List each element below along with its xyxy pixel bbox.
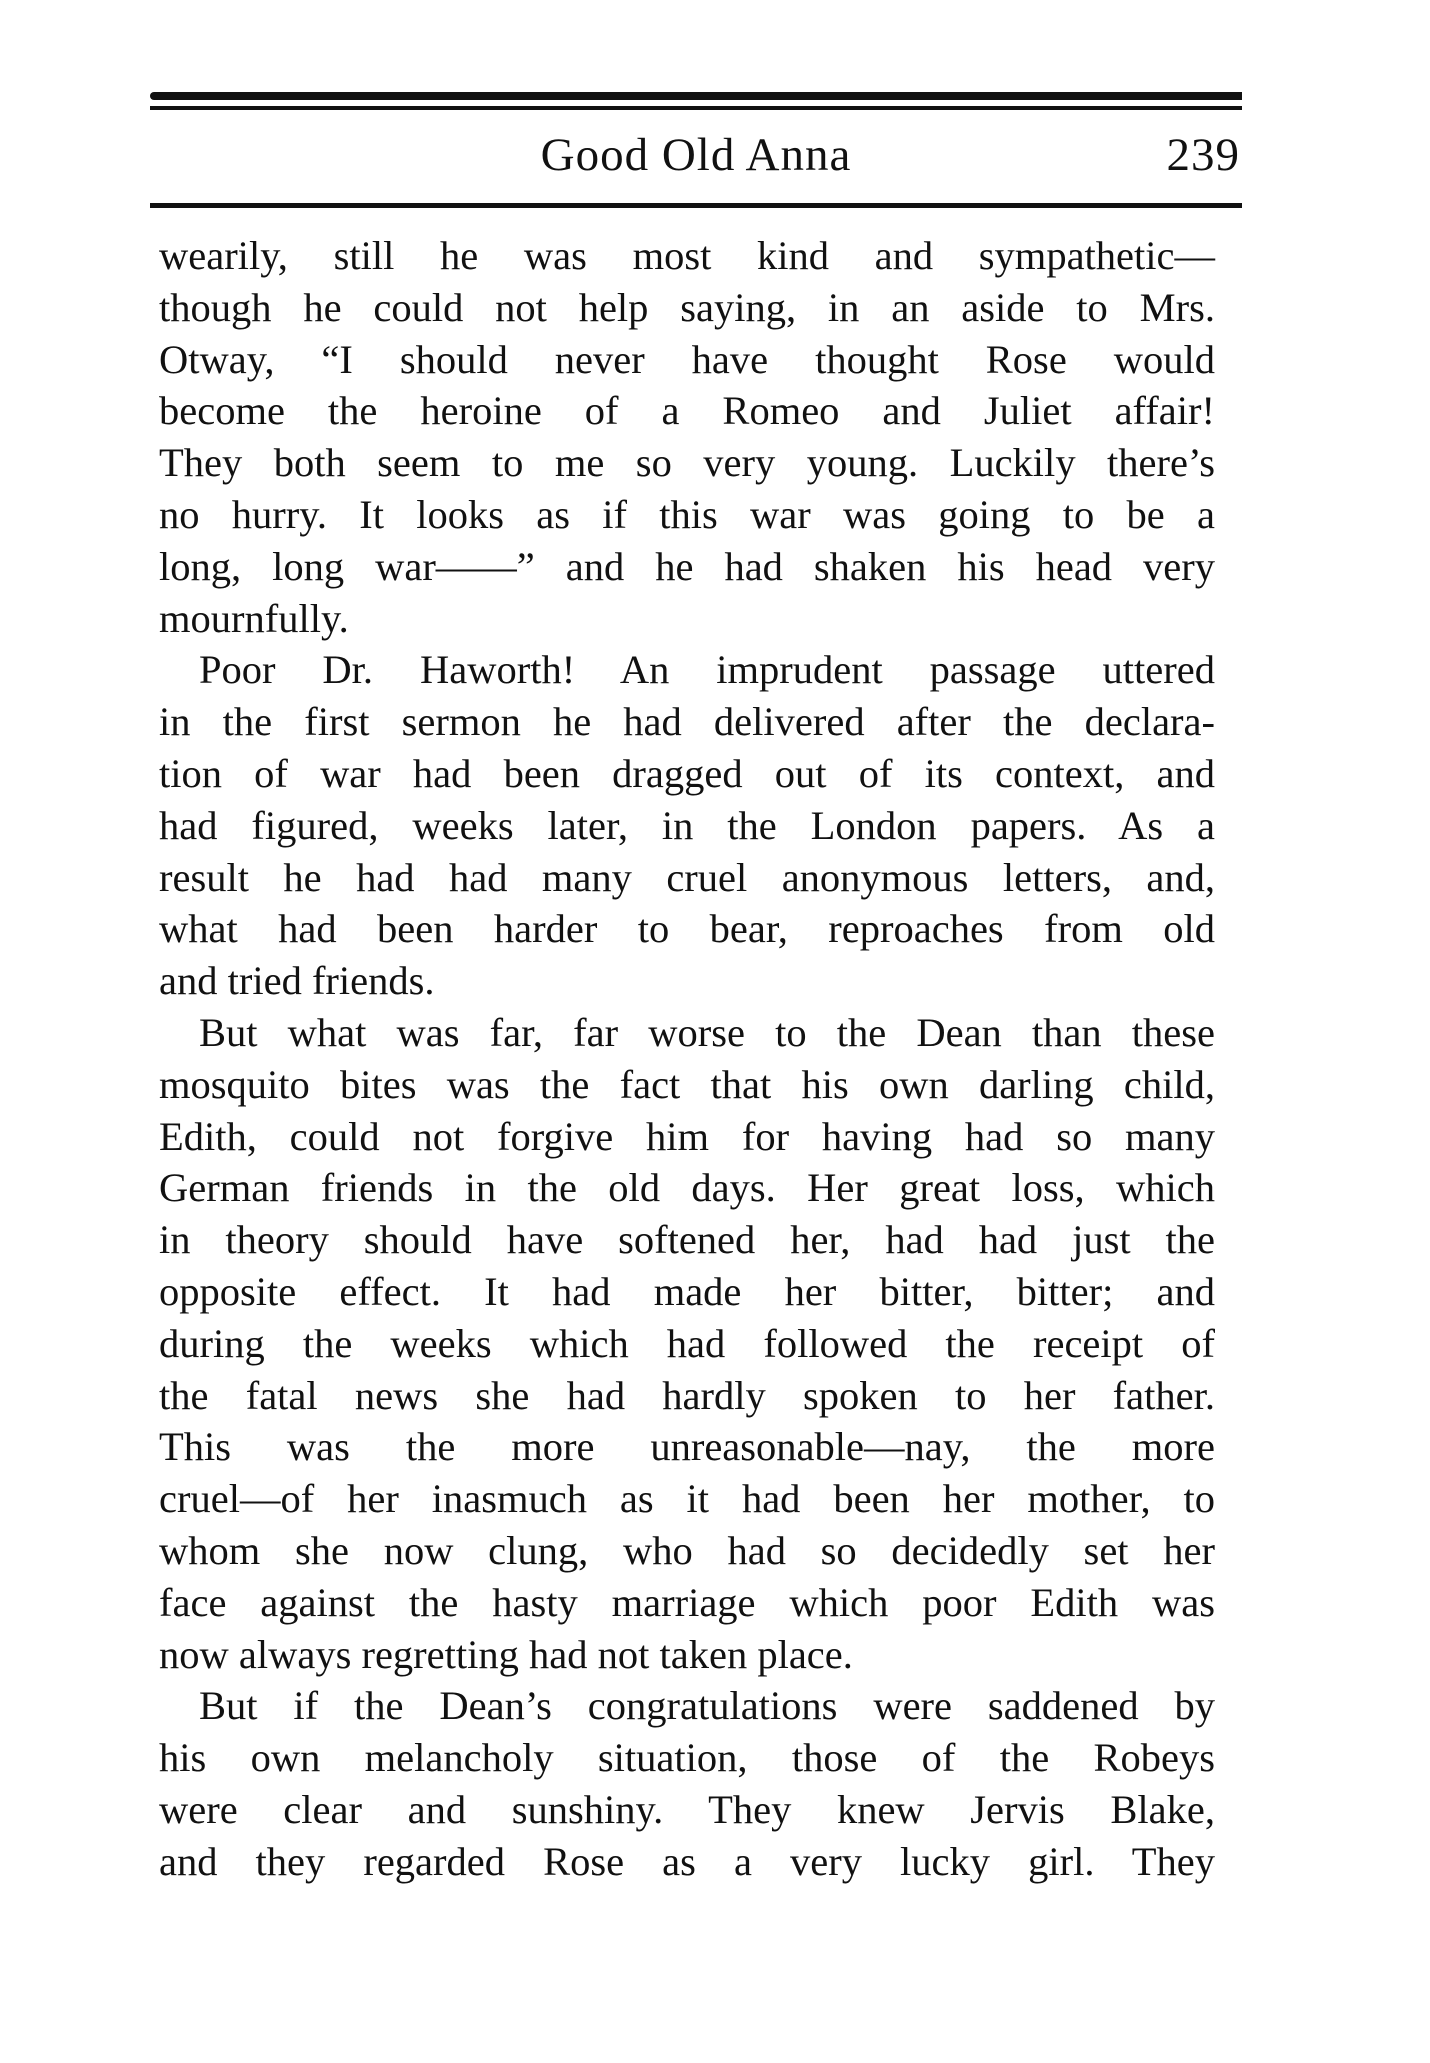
text-line: had figured, weeks later, in the London papers. As a [159, 802, 1215, 848]
paragraph [159, 1680, 1215, 1887]
text-line: become the heroine of a Romeo and Juliet affair! [159, 388, 1215, 434]
running-title: Good Old Anna [540, 129, 852, 181]
text-line: whom she now clung, who had so decidedly set her [159, 1527, 1215, 1573]
text-line: cruel—of her inasmuch as it had been her mother, to [159, 1476, 1215, 1522]
text-line: now always regretting had not taken place. [159, 1631, 853, 1677]
text-line: face against the hasty marriage which poor Edith was [159, 1579, 1215, 1625]
text-line: Edith, could not forgive him for having had so many [159, 1113, 1215, 1159]
header-rule-thin [150, 106, 1242, 110]
text-line: during the weeks which had followed the receipt of [159, 1320, 1215, 1366]
text-line: But what was far, far worse to the Dean than these [199, 1009, 1215, 1055]
header-rule-thick [150, 92, 1242, 100]
text-line: and they regarded Rose as a very lucky girl. They [159, 1838, 1215, 1884]
text-line: what had been harder to bear, reproaches from old [159, 906, 1215, 952]
text-line: his own melancholy situation, those of the Robeys [159, 1735, 1215, 1781]
text-line: in theory should have softened her, had had just the [159, 1217, 1215, 1263]
text-line: mosquito bites was the fact that his own darling child, [159, 1061, 1215, 1107]
paragraph [159, 644, 1215, 1007]
text-line: They both seem to me so very young. Luckily there’s [159, 440, 1215, 486]
text-line: result he had had many cruel anonymous letters, and, [159, 854, 1215, 900]
text-line: though he could not help saying, in an aside to Mrs. [159, 284, 1215, 330]
text-line: were clear and sunshiny. They knew Jervis Blake, [159, 1786, 1215, 1832]
text-line: This was the more unreasonable—nay, the more [159, 1424, 1215, 1470]
text-line: long, long war——” and he had shaken his head very [159, 543, 1215, 589]
text-line: in the first sermon he had delivered after the declara- [159, 699, 1215, 745]
paragraph [159, 1007, 1215, 1680]
text-line: and tried friends. [159, 958, 435, 1004]
page-number: 239 [1166, 129, 1240, 181]
running-header [150, 128, 1242, 188]
text-line: opposite effect. It had made her bitter, bitter; and [159, 1268, 1215, 1314]
text-line: no hurry. It looks as if this war was going to be a [159, 491, 1215, 537]
text-line: the fatal news she had hardly spoken to her father. [159, 1372, 1215, 1418]
paragraph [159, 230, 1215, 644]
text-line: mournfully. [159, 595, 349, 641]
header-rule-bottom [150, 203, 1242, 208]
text-line: Otway, “I should never have thought Rose would [159, 336, 1215, 382]
text-line: tion of war had been dragged out of its context, and [159, 750, 1215, 796]
text-line: Poor Dr. Haworth! An imprudent passage uttered [199, 647, 1215, 693]
text-line: wearily, still he was most kind and sympathetic— [159, 233, 1215, 278]
text-line: But if the Dean’s congratulations were saddened by [199, 1683, 1215, 1729]
text-line: German friends in the old days. Her great loss, which [159, 1165, 1215, 1211]
body-text [159, 230, 1215, 1888]
